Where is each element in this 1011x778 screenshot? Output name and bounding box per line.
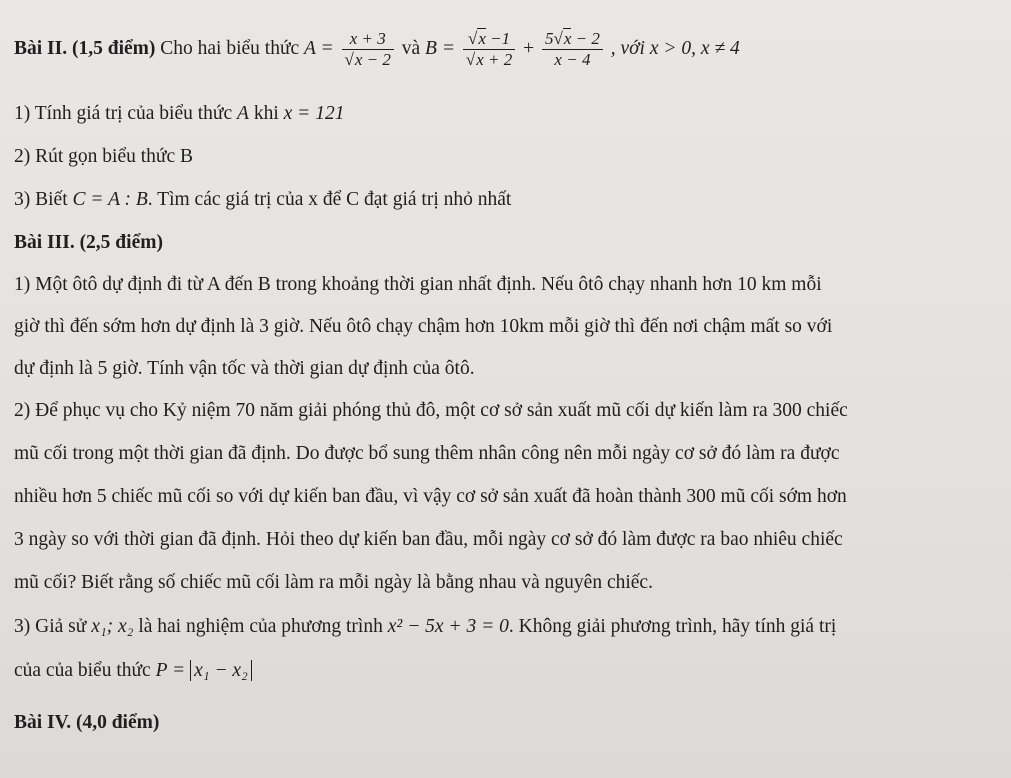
- expr-B1-numerator: √x −1: [463, 30, 515, 50]
- bai2-heading: Bài II. (1,5 điểm): [14, 37, 156, 59]
- bai3-p2-line-2: mũ cối trong một thời gian đã định. Do được bổ sung thêm nhân công nên mỗi ngày cơ sở đó làm ra được: [14, 443, 840, 464]
- expr-A-numerator: x + 3: [342, 30, 394, 50]
- abs-value-expression: x₁ − x₂: [190, 660, 252, 681]
- bai3-p1-line-2: giờ thì đến sớm hơn dự định là 3 giờ. Nếu ôtô chạy chậm hơn 10km mỗi giờ thì đến nơi chậm mất so với: [14, 316, 833, 337]
- bai3-p1-line-1: 1) Một ôtô dự định đi từ A đến B trong khoảng thời gian nhất định. Nếu ôtô chạy nhanh hơn 10 km mỗi: [14, 274, 822, 295]
- domain-condition: , với x > 0, x ≠ 4: [610, 37, 740, 59]
- bai3-p3-line-1: 3) Giả sử x₁; x₂ là hai nghiệm của phương trình x² − 5x + 3 = 0. Không giải phương trình, hãy tính giá trị: [14, 616, 837, 637]
- bai3-p2-line-4: 3 ngày so với thời gian đã định. Hỏi theo dự kiến ban đầu, mỗi ngày cơ sở đó làm được ra bao nhiêu chiếc: [14, 529, 843, 550]
- bai3-p2-line-3: nhiều hơn 5 chiếc mũ cối so với dự kiến ban đầu, vì vậy cơ sở sản xuất đã hoàn thành 300 mũ cối sớm hơn: [14, 486, 847, 507]
- expr-B1-denominator: √x + 2: [465, 49, 513, 69]
- expr-B-fraction-1: [463, 30, 515, 69]
- quadratic-equation: x² − 5x + 3 = 0: [387, 616, 509, 637]
- expr-A-lhs: A =: [304, 37, 334, 59]
- bai2-question-2: 2) Rút gọn biểu thức B: [14, 146, 194, 167]
- expr-A-denominator: √x − 2: [344, 49, 391, 69]
- bai3-heading: Bài III. (2,5 điểm): [14, 232, 163, 253]
- expr-B2-denominator: x − 4: [554, 49, 591, 69]
- bai3-p2-line-1: 2) Để phục vụ cho Kỷ niệm 70 năm giải phóng thủ đô, một cơ sở sản xuất mũ cối dự kiến làm ra 300 chiếc: [14, 400, 848, 421]
- roots-notation: x₁; x₂: [91, 616, 134, 637]
- expr-A-fraction: [342, 30, 394, 69]
- expr-B-fraction-2: [542, 30, 603, 69]
- bai2-question-3: 3) Biết C = A : B. Tìm các giá trị của x để C đạt giá trị nhỏ nhất: [14, 189, 512, 210]
- bai2-intro: Cho hai biểu thức: [160, 37, 300, 59]
- bai3-p2-line-5: mũ cối? Biết rằng số chiếc mũ cối làm ra mỗi ngày là bằng nhau và nguyên chiếc.: [14, 572, 653, 593]
- bai4-heading: Bài IV. (4,0 điểm): [14, 712, 160, 733]
- expr-B-lhs: B =: [425, 37, 455, 59]
- bai3-p3-line-2: của của biểu thức P = x₁ − x₂: [14, 658, 252, 684]
- bai2-header-line: [14, 30, 740, 69]
- plus-sign: +: [523, 37, 535, 59]
- expr-B2-numerator: 5√x − 2: [542, 30, 603, 50]
- bai3-p1-line-3: dự định là 5 giờ. Tính vận tốc và thời gian dự định của ôtô.: [14, 358, 475, 379]
- bai2-question-1: 1) Tính giá trị của biểu thức A khi x = 121: [14, 103, 345, 124]
- and-word: và: [401, 37, 421, 59]
